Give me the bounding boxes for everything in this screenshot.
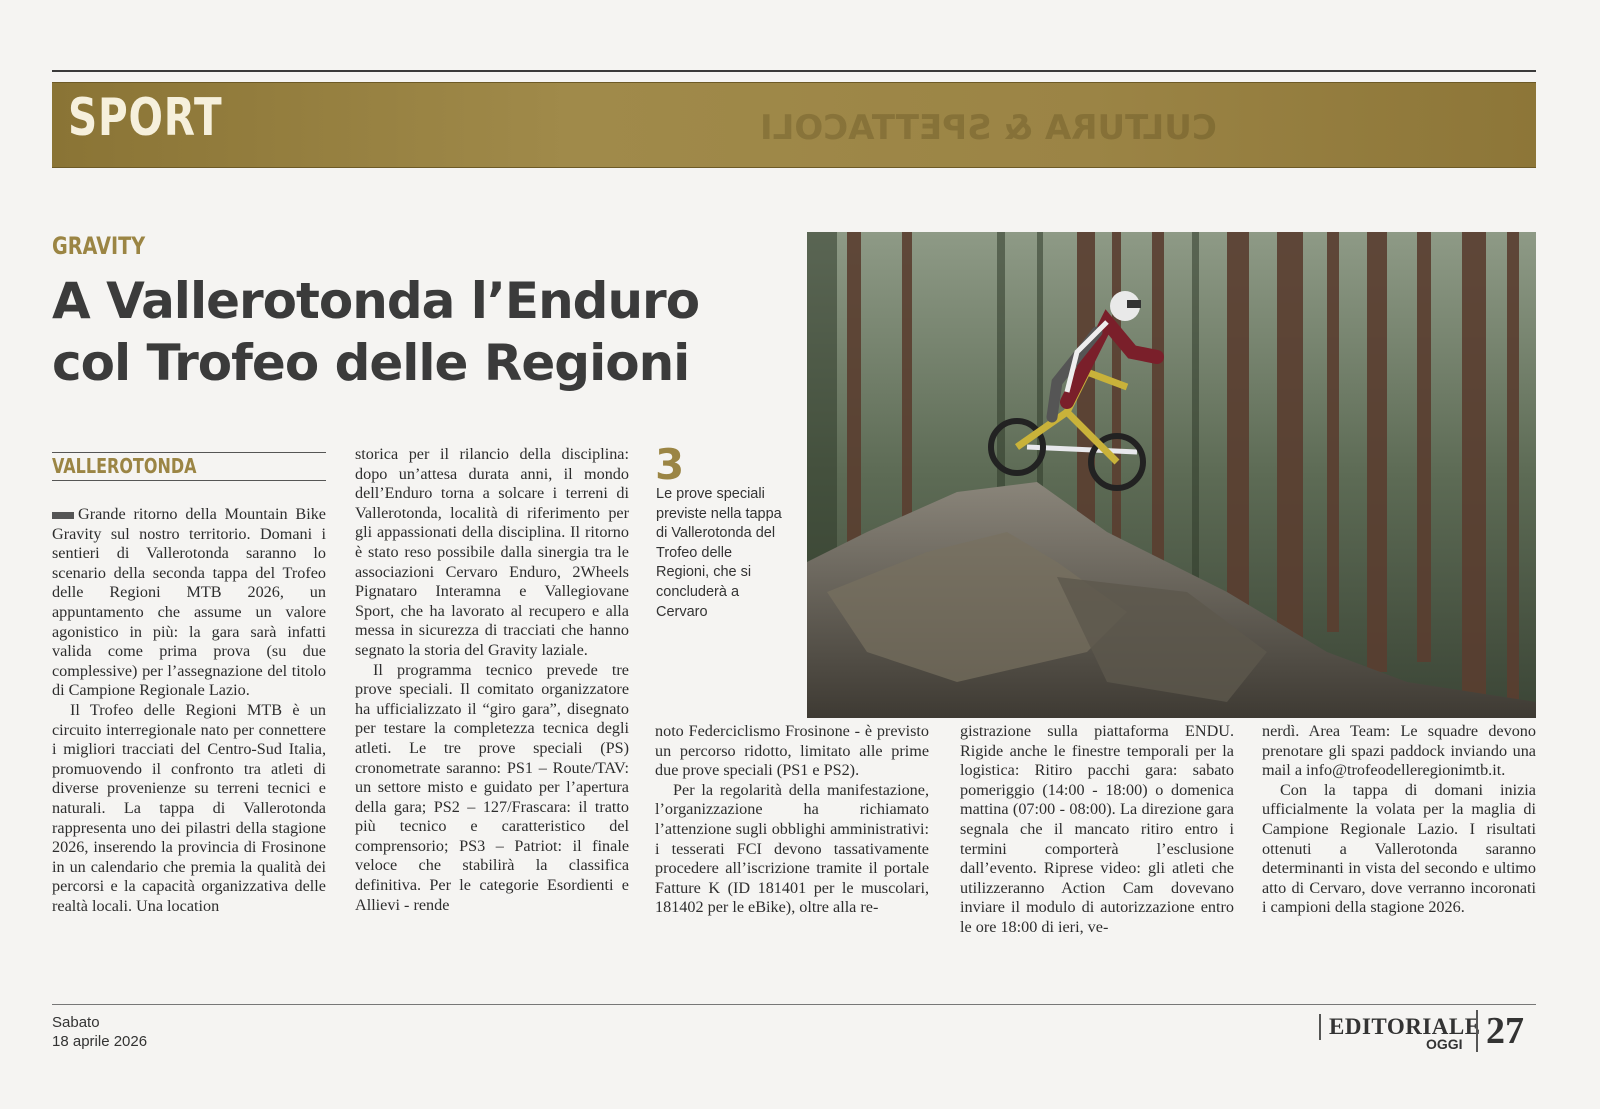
article-column-5 [1262, 722, 1536, 918]
fact-box-text: Le prove speciali previste nella tappa di Vallerotonda del Trofeo delle Regioni, che si concluderà a Cervaro [656, 486, 782, 620]
headline-line-1: A Vallerotonda l’Enduro [52, 272, 700, 330]
footer-day: Sabato [52, 1014, 100, 1031]
fact-box-number: 3 [655, 440, 685, 489]
headline-line-2: col Trofeo delle Regioni [52, 334, 690, 392]
article-headline [52, 270, 792, 394]
paragraph: Il programma tecnico prevede tre prove speciali. Il comitato organizzatore ha ufficializzato il “giro gara”, disegnato per testare la completezza tecnica degli atleti. Le tre prove speciali (PS) cronometrate saranno: PS1 – Route/TAV: un settore misto e guidato per l’apertura della gara; PS2 – 127/Frascara: il tratto più tecnico e caratteristico del comprensorio; PS3 – Patriot: il finale veloce che stabilirà la classifica definitiva. Per le categorie Esordienti e Allievi - rende [355, 660, 629, 914]
paragraph: nerdì. Area Team: Le squadre devono prenotare gli spazi paddock inviando una mail a info@trofeodelleregionimtb.it. [1262, 722, 1536, 780]
article-photo [807, 232, 1536, 718]
footer-date-text: 18 aprile 2026 [52, 1033, 148, 1050]
paragraph: noto Federciclismo Frosinone - è previsto un percorso ridotto, limitato alle prime due prove speciali (PS1 e PS2). [655, 722, 929, 780]
page-number: 27 [1476, 1010, 1524, 1052]
article-location: VALLEROTONDA [52, 454, 197, 478]
article-column-4 [960, 722, 1234, 938]
article-column-3 [655, 722, 929, 918]
article-kicker: GRAVITY [52, 232, 146, 260]
lead-bullet [52, 512, 74, 519]
section-title: SPORT [68, 88, 223, 148]
top-rule [52, 70, 1536, 72]
newspaper-brand-sub: OGGI [1426, 1036, 1463, 1052]
paragraph: Per la regolarità della manifestazione, l’organizzazione ha richiamato l’attenzione sugli obblighi amministrativi: i tesserati FCI devono tassativamente procedere all’iscrizione tramite il portale Fatture K (ID 181401 per le muscolari, 181402 per le eBike), oltre alla re- [655, 780, 929, 917]
paragraph: Con la tappa di domani inizia ufficialmente la volata per la maglia di Campione Regionale Lazio. I risultati ottenuti a Vallerotonda saranno determinanti in vista del secondo e ultimo atto di Cervaro, dove verranno incoronati i campioni della stagione 2026. [1262, 780, 1536, 917]
footer-date [52, 1013, 147, 1051]
newspaper-brand: EDITORIALE [1319, 1014, 1481, 1040]
section-banner-bleed-text: CULTURA & SPETTACOLI [760, 108, 1217, 148]
article-column-2 [355, 445, 629, 915]
paragraph: Il Trofeo delle Regioni MTB è un circuito interregionale nato per connettere i migliori tracciati del Centro-Sud Italia, promuovendo il confronto tra atleti di diverse provenienze su terreni tecnici e naturali. La tappa di Vallerotonda rappresenta uno dei pilastri della stagione 2026, inserendo la provincia di Frosinone in un calendario che premia la qualità dei percorsi e la capacità organizzativa delle realtà locali. Una location [52, 700, 326, 915]
location-rule-top [52, 452, 326, 453]
footer-rule [52, 1004, 1536, 1005]
paragraph: storica per il rilancio della disciplina: dopo un’attesa durata anni, il mondo dell’Enduro torna a solcare i terreni di Vallerotonda, località di riferimento per gli appassionati della disciplina. Il ritorno è stato reso possibile dalla sinergia tra le associazioni Cervaro Enduro, 2Wheels Pignataro Interamna e Vallegiovane Sport, che ha lavorato al recupero e alla messa in sicurezza di tracciati che hanno segnato la storia del Gravity laziale. [355, 445, 629, 659]
mountain-biker-forest-photo [807, 232, 1536, 718]
article-column-1 [52, 505, 326, 916]
location-rule-bottom [52, 480, 326, 481]
paragraph: Grande ritorno della Mountain Bike Gravity sul nostro territorio. Domani i sentieri di Vallerotonda saranno lo scenario della seconda tappa del Trofeo delle Regioni MTB 2026, un appuntamento che assume un valore agonistico in più: la gara sarà infatti valida come prima prova (su due complessive) per l’assegnazione del titolo di Campione Regionale Lazio. [52, 505, 326, 700]
paragraph: gistrazione sulla piattaforma ENDU. Rigide anche le finestre temporali per la logistica: Ritiro pacchi gara: sabato pomeriggio (14:00 - 18:00) o domenica mattina (07:00 - 08:00). La direzione gara segnala che il mancato ritiro entro i termini comporterà l’esclusione dall’evento. Riprese video: gli atleti che utilizzeranno Action Cam dovevano inviare il modulo di autorizzazione entro le ore 18:00 di ieri, ve- [960, 722, 1234, 936]
